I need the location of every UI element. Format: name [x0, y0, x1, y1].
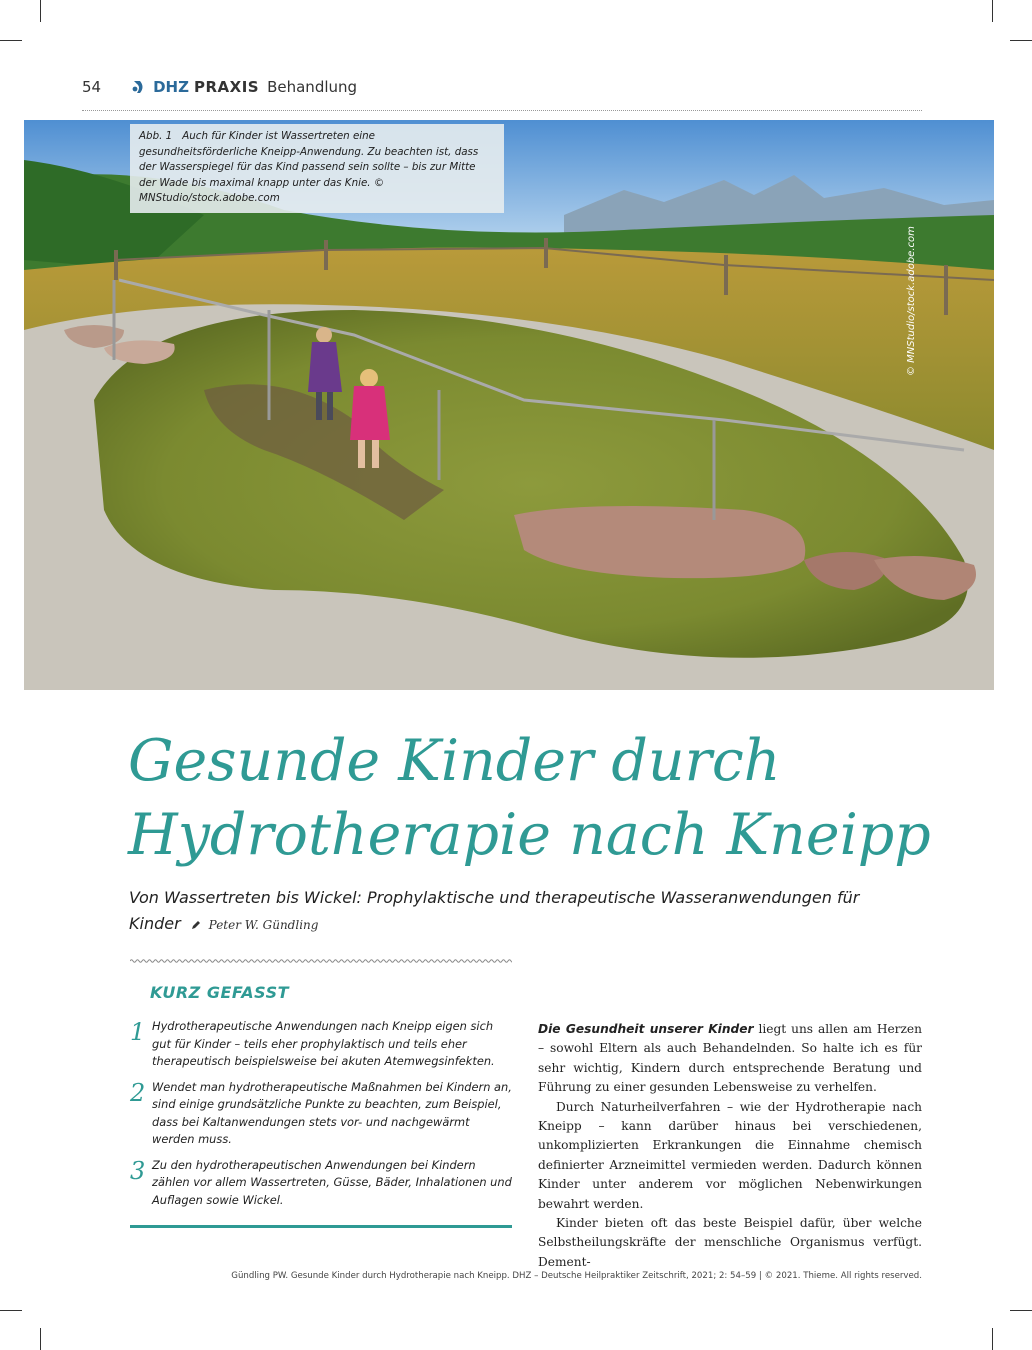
body-paragraph: Durch Naturheilverfahren – wie der Hydrotherapie nach Kneipp – kann darüber hinaus bei verschiedenen, unkomplizierten Erkrankungen die Einnahme chemisch definierter Arzneimittel vermieden werden. Dadurch können Kinder unter anderem vor möglichen Nebenwirkungen bewahrt werden.: [538, 1099, 922, 1211]
summary-number: 1: [130, 1018, 146, 1046]
body-paragraph: Kinder bieten oft das beste Beispiel dafür, über welche Selbstheilungskräfte der menschliche Organismus verfügt. Dement-: [538, 1216, 922, 1269]
caption-label: Abb. 1: [139, 130, 173, 142]
title-line-1: Gesunde Kinder durch: [128, 728, 781, 794]
lead-in: Die Gesundheit unserer Kinder: [538, 1022, 754, 1036]
photo-credit: © MNStudio/stock.adobe.com: [906, 226, 917, 376]
summary-list: [130, 1018, 514, 1217]
pen-icon: [191, 920, 201, 930]
article-subtitle: [129, 885, 889, 938]
figure-caption: [130, 124, 504, 213]
body-text: [538, 1020, 922, 1272]
summary-bottom-rule: [130, 1225, 512, 1228]
body-paragraph: [538, 1020, 922, 1098]
wavy-divider: [130, 957, 512, 965]
summary-item: [130, 1018, 514, 1071]
summary-number: 3: [130, 1156, 146, 1185]
caption-text: Auch für Kinder ist Wassertreten eine gesundheitsförderliche Kneipp-Anwendung. Zu beachten ist, dass der Wasserspiegel für das Kind passend sein sollte – bis zur Mitte der Wade bis maximal knapp unter das Knie. © MNStudio/stock.adobe.com: [139, 130, 479, 204]
header-divider: [82, 110, 922, 111]
page-number: 54: [82, 78, 102, 96]
subtitle-text: Von Wassertreten bis Wickel: Prophylaktische und therapeutische Wasseranwendungen für Kinder: [129, 888, 860, 933]
crop-mark: [0, 40, 22, 41]
running-header: [82, 76, 922, 98]
summary-text: Wendet man hydrotherapeutische Maßnahmen bei Kindern an, sind einige grundsätzliche Punkte zu beachten, zum Beispiel, dass bei Kaltanwendungen stets vor- und nachgewärmt werden muss.: [152, 1079, 512, 1146]
summary-text: Zu den hydrotherapeutischen Anwendungen bei Kindern zählen vor allem Wassertreten, Güsse, Bäder, Inhalationen und Auflagen sowie Wickel.: [152, 1157, 512, 1207]
crop-mark: [40, 1328, 41, 1350]
author-name: Peter W. Gündling: [208, 918, 319, 932]
crop-mark: [40, 0, 41, 22]
section-name: Behandlung: [267, 78, 358, 96]
summary-number: 2: [130, 1078, 146, 1107]
summary-item: [130, 1079, 514, 1149]
article-title: [128, 724, 1008, 872]
logo-dhz: DHZ: [153, 78, 189, 96]
dhz-logo-icon: [131, 79, 147, 95]
summary-heading: KURZ GEFASST: [150, 983, 290, 1002]
crop-mark: [1010, 40, 1032, 41]
summary-item: [130, 1157, 514, 1210]
paragraph-1-text: liegt uns allen am Herzen – sowohl Eltern als auch Behandelnden. So halte ich es für sehr wichtig, Kindern durch entsprechende Beratung und Führung zu einer gesunden Lebensweise zu verhelfen.: [538, 1022, 922, 1095]
crop-mark: [992, 0, 993, 22]
summary-text: Hydrotherapeutische Anwendungen nach Kneipp eigen sich gut für Kinder – teils eher prophylaktisch und teils eher therapeutisch beispielsweise bei akuten Atemwegsinfekten.: [152, 1019, 495, 1068]
crop-mark: [0, 1310, 22, 1311]
logo-praxis: PRAXIS: [193, 78, 260, 96]
citation-footer: Gündling PW. Gesunde Kinder durch Hydrotherapie nach Kneipp. DHZ – Deutsche Heilpraktiker Zeitschrift, 2021; 2: 54–59 | © 2021. Thieme. All rights reserved.: [231, 1271, 922, 1281]
title-line-2: Hydrotherapie nach Kneipp: [128, 802, 931, 868]
crop-mark: [1010, 1310, 1032, 1311]
crop-mark: [992, 1328, 993, 1350]
